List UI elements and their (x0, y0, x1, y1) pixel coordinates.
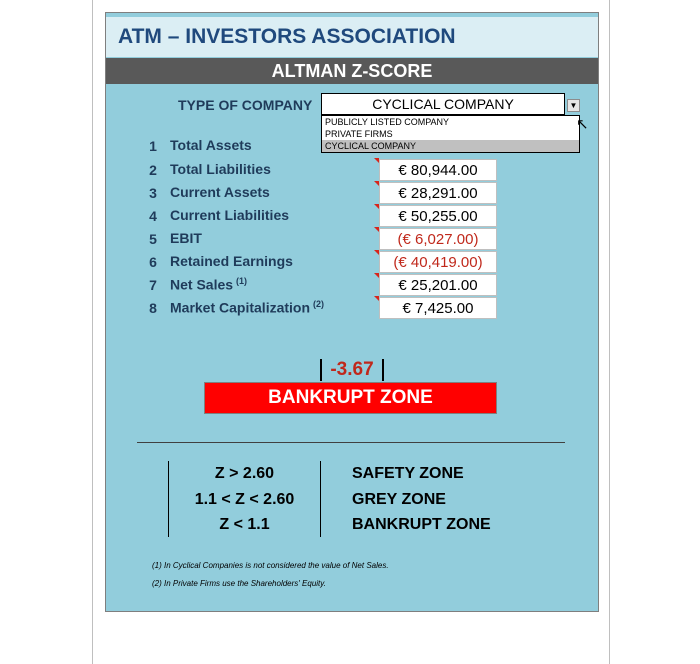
option-private-firms[interactable]: PRIVATE FIRMS (325, 129, 393, 139)
row-label: EBIT (170, 230, 202, 246)
input-row-market-cap (106, 297, 598, 319)
input-row-total-liabilities (106, 159, 598, 181)
row-number: 5 (149, 231, 157, 247)
app-title: ATM – INVESTORS ASSOCIATION (106, 17, 598, 57)
retained-earnings-input[interactable]: (€ 40,419.00) (379, 251, 497, 273)
footnote-1: (1) In Cyclical Companies is not considered the value of Net Sales. (152, 561, 389, 570)
total-liabilities-input[interactable]: € 80,944.00 (379, 159, 497, 181)
market-capitalization-input[interactable]: € 7,425.00 (379, 297, 497, 319)
row-number: 6 (149, 254, 157, 270)
divider (137, 442, 565, 443)
current-assets-input[interactable]: € 28,291.00 (379, 182, 497, 204)
input-row-total-assets (106, 135, 598, 157)
net-sales-input[interactable]: € 25,201.00 (379, 274, 497, 296)
footnote-2: (2) In Private Firms use the Shareholders' Equity. (152, 579, 326, 588)
row-number: 8 (149, 300, 157, 316)
input-row-current-liabilities (106, 205, 598, 227)
z-score-value: -3.67 (320, 359, 384, 381)
ebit-input[interactable]: (€ 6,027.00) (379, 228, 497, 250)
footer-optimized-note: Optimized for 1280x1024 resolution and works best with Microsoft Excel 2008 and up. (252, 617, 595, 627)
company-type-select[interactable]: CYCLICAL COMPANY (321, 93, 565, 115)
legend-condition-safety: Z > 2.60 (214, 465, 275, 482)
row-label: Retained Earnings (170, 253, 293, 269)
row-number: 2 (149, 162, 157, 178)
legend-divider (320, 461, 321, 537)
z-score-panel (105, 12, 599, 646)
option-cyclical-company[interactable]: CYCLICAL COMPANY (322, 140, 579, 152)
page-subtitle: ALTMAN Z-SCORE (106, 58, 598, 84)
company-type-label: TYPE OF COMPANY (178, 97, 313, 113)
input-row-retained-earnings (106, 251, 598, 273)
option-publicly-listed[interactable]: PUBLICLY LISTED COMPANY (325, 117, 450, 127)
row-number: 7 (149, 277, 157, 293)
mouse-cursor-icon: ↖ (576, 116, 589, 133)
chevron-down-icon: ▼ (569, 101, 578, 110)
row-number: 1 (149, 138, 157, 154)
current-liabilities-input[interactable]: € 50,255.00 (379, 205, 497, 227)
input-row-ebit (106, 228, 598, 250)
legend-condition-bankrupt: Z < 1.1 (219, 516, 270, 533)
row-number: 3 (149, 185, 157, 201)
legend-condition-grey: 1.1 < Z < 2.60 (194, 491, 295, 508)
row-label: Total Liabilities (170, 161, 271, 177)
legend-zone-safety: SAFETY ZONE (352, 465, 464, 482)
legend-zone-bankrupt: BANKRUPT ZONE (352, 516, 491, 533)
row-label: Market Capitalization $^{(2)}$ (170, 299, 325, 316)
input-row-net-sales (106, 274, 598, 296)
row-label: Current Liabilities (170, 207, 290, 223)
row-label: Net Sales $^{(1)}$ (170, 276, 248, 293)
row-label: Current Assets (170, 184, 270, 200)
dropdown-arrow-button[interactable] (567, 99, 580, 112)
row-number: 4 (149, 208, 157, 224)
legend-zone-grey: GREY ZONE (352, 491, 446, 508)
input-row-current-assets (106, 182, 598, 204)
footer-copyright: Designed and developed by Octávio Vieira © 2007-2008 ATM | associação de investidores All Rights Reserved (202, 637, 595, 646)
row-label: Total Assets (170, 137, 252, 153)
zone-result-banner: BANKRUPT ZONE (204, 382, 497, 414)
